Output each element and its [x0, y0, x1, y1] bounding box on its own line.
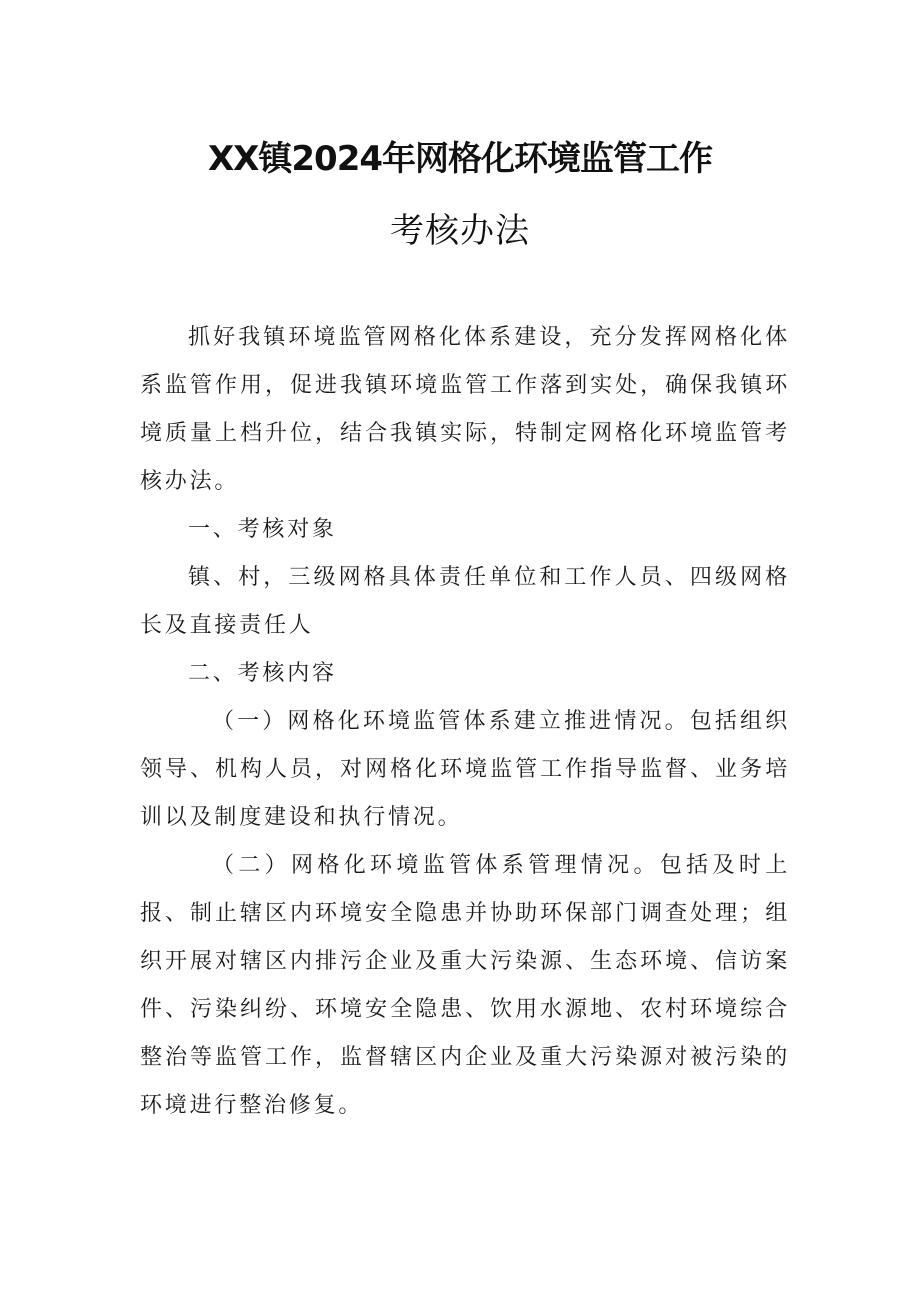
document-title-line-2: 考核办法	[390, 211, 530, 251]
section-heading-assessment-content: 二、考核内容	[188, 661, 337, 686]
content-item-2-paragraph: （二）网格化环境监管体系管理情况。包括及时上报、制止辖区内环境安全隐患并协助环保部门调查处理；组织开展对辖区内排污企业及重大污染源、生态环境、信访案件、污染纠纷、环境安全隐患、饮用水源地、农村环境综合整治等监管工作，监督辖区内企业及重大污染源对被污染的环境进行整治修复。	[140, 853, 790, 1118]
assessment-targets-paragraph: 镇、村，三级网格具体责任单位和工作人员、四级网格长及直接责任人	[140, 565, 790, 638]
content-item-1-paragraph: （一）网格化环境监管体系建立推进情况。包括组织领导、机构人员，对网格化环境监管工作指导监督、业务培训以及制度建设和执行情况。	[140, 709, 790, 830]
section-heading-assessment-targets: 一、考核对象	[188, 517, 337, 542]
document-body	[140, 314, 790, 1130]
document-title-line-1: XX镇2024年网格化环境监管工作	[207, 139, 713, 179]
intro-paragraph: 抓好我镇环境监管网格化体系建设，充分发挥网格化体系监管作用，促进我镇环境监管工作落到实处，确保我镇环境质量上档升位，结合我镇实际，特制定网格化环境监管考核办法。	[140, 325, 790, 494]
